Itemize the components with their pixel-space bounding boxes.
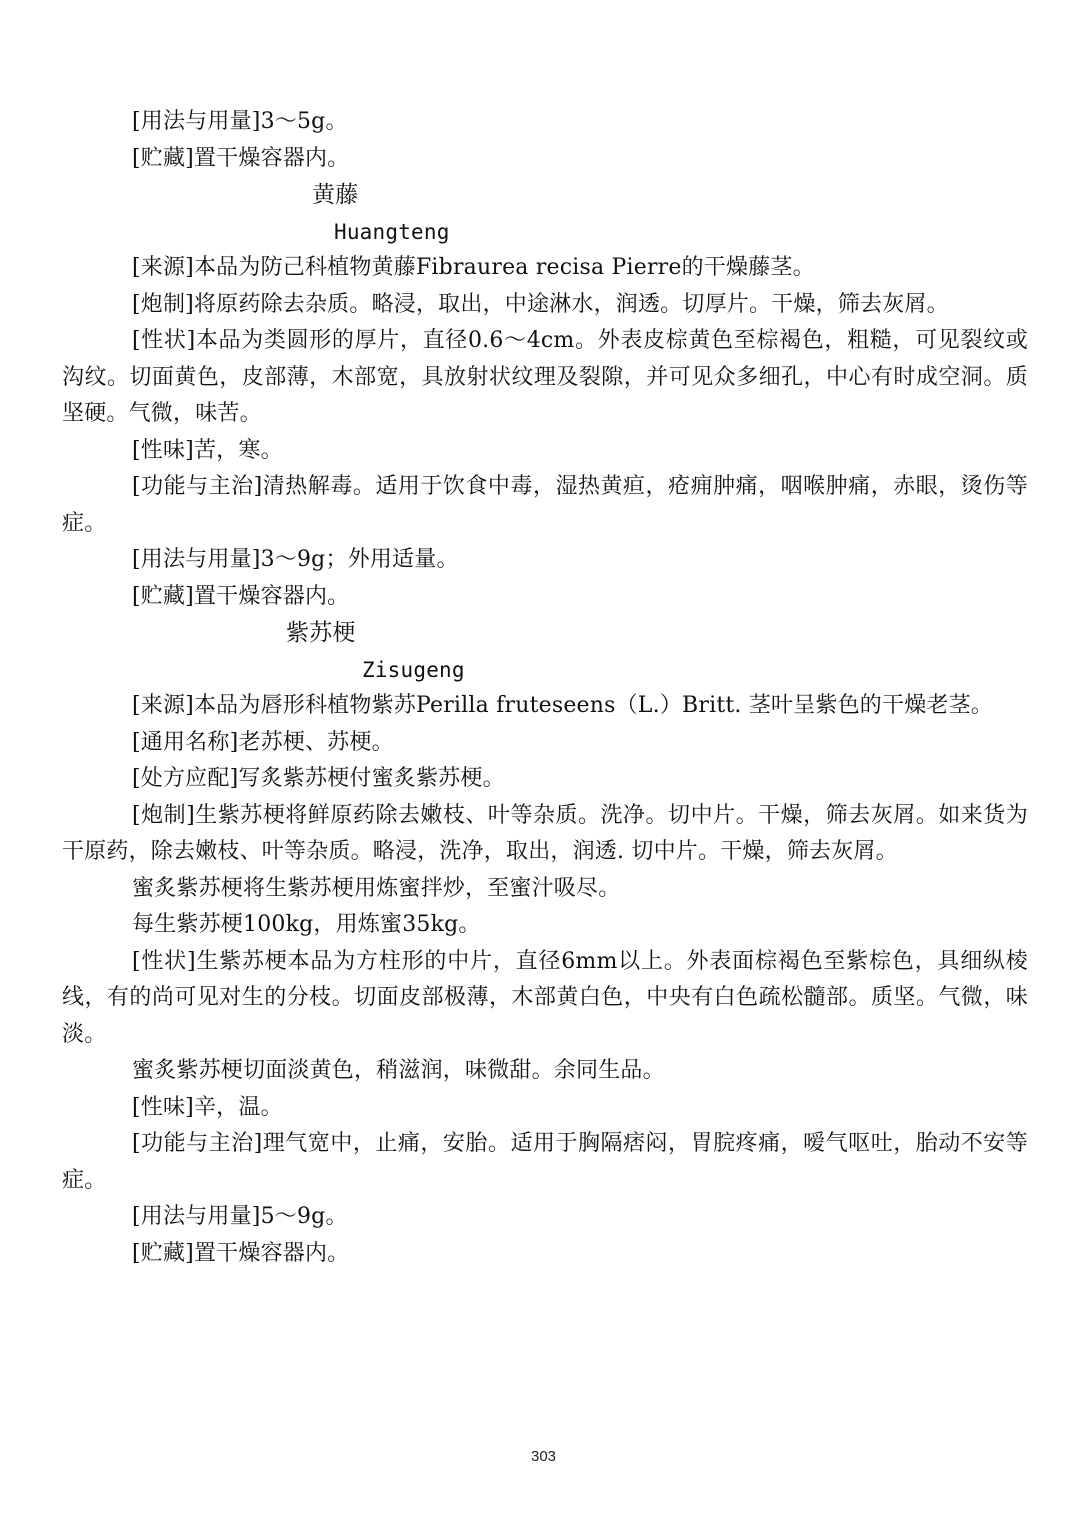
paragraph-dosage-2: [用法与用量]5～9g。 xyxy=(132,1204,348,1229)
entry-pinyin-zisugeng: Zisugeng xyxy=(362,657,465,682)
entry-title-zisugeng: 紫苏梗 xyxy=(286,620,356,646)
entry-title-huangteng: 黄藤 xyxy=(312,182,359,208)
paragraph-processing: [炮制]将原药除去杂质。略浸，取出，中途淋水，润透。切厚片。干燥，筛去灰屑。 xyxy=(132,291,949,317)
paragraph-honey-characteristics: 蜜炙紫苏梗切面淡黄色，稍滋润，味微甜。余同生品。 xyxy=(132,1058,665,1083)
paragraph-storage-2: [贮藏]置干燥容器内。 xyxy=(132,1240,350,1266)
paragraph-property: [性味]苦，寒。 xyxy=(132,437,283,463)
paragraph-characteristics: [性状]本品为类圆形的厚片，直径0.6～4cm。外表皮棕黄色至棕褐色，粗糙，可见裂纹或沟纹。切面黄色，皮部薄，木部宽，具放射状纹理及裂隙，并可见众多细孔，中心有时成空洞。质坚硬。气微，味苦。 xyxy=(62,328,1028,426)
body-text xyxy=(62,104,1028,1272)
paragraph-source-2: [来源]本品为唇形科植物紫苏Perilla fruteseens（L.）Britt. 茎叶呈紫色的干燥老茎。 xyxy=(132,693,994,718)
paragraph-dosage: [用法与用量]3～9g；外用适量。 xyxy=(132,547,459,572)
paragraph-function-2: [功能与主治]理气宽中，止痛，安胎。适用于胸隔痞闷，胃脘疼痛，嗳气呕吐，胎动不安等症。 xyxy=(62,1131,1028,1193)
entry-pinyin-huangteng: Huangteng xyxy=(334,219,450,244)
paragraph-source: [来源]本品为防己科植物黄藤Fibraurea recisa Pierre的干燥藤茎。 xyxy=(132,255,815,280)
paragraph-storage: [贮藏]置干燥容器内。 xyxy=(132,583,350,609)
paragraph-property-2: [性味]辛，温。 xyxy=(132,1094,283,1120)
paragraph-prescription: [处方应配]写炙紫苏梗付蜜炙紫苏梗。 xyxy=(132,766,505,791)
paragraph-processing-2: [炮制]生紫苏梗将鲜原药除去嫩枝、叶等杂质。洗净。切中片。干燥，筛去灰屑。如来货为干原药，除去嫩枝、叶等杂质。略浸，洗净，取出，润透. 切中片。干燥，筛去灰屑。 xyxy=(62,802,1028,864)
paragraph-common-name: [通用名称]老苏梗、苏梗。 xyxy=(132,729,394,755)
paragraph-function: [功能与主治]清热解毒。适用于饮食中毒，湿热黄疸，疮痈肿痛，咽喉肿痛，赤眼，烫伤等症。 xyxy=(62,474,1028,536)
paragraph-storage-prev: [贮藏]置干燥容器内。 xyxy=(132,145,350,171)
paragraph-honey-method: 蜜炙紫苏梗将生紫苏梗用炼蜜拌炒，至蜜汁吸尽。 xyxy=(132,875,621,901)
paragraph-characteristics-2: [性状]生紫苏梗本品为方柱形的中片，直径6mm以上。外表面棕褐色至紫棕色，具细纵棱线，有的尚可见对生的分枝。切面皮部极薄，木部黄白色，中央有白色疏松髓部。质坚。气微，味淡。 xyxy=(62,948,1028,1047)
page-number: 303 xyxy=(530,1448,557,1465)
paragraph-honey-ratio: 每生紫苏梗100kg，用炼蜜35kg。 xyxy=(132,912,481,937)
paragraph-dosage-prev: [用法与用量]3～5g。 xyxy=(132,109,348,134)
